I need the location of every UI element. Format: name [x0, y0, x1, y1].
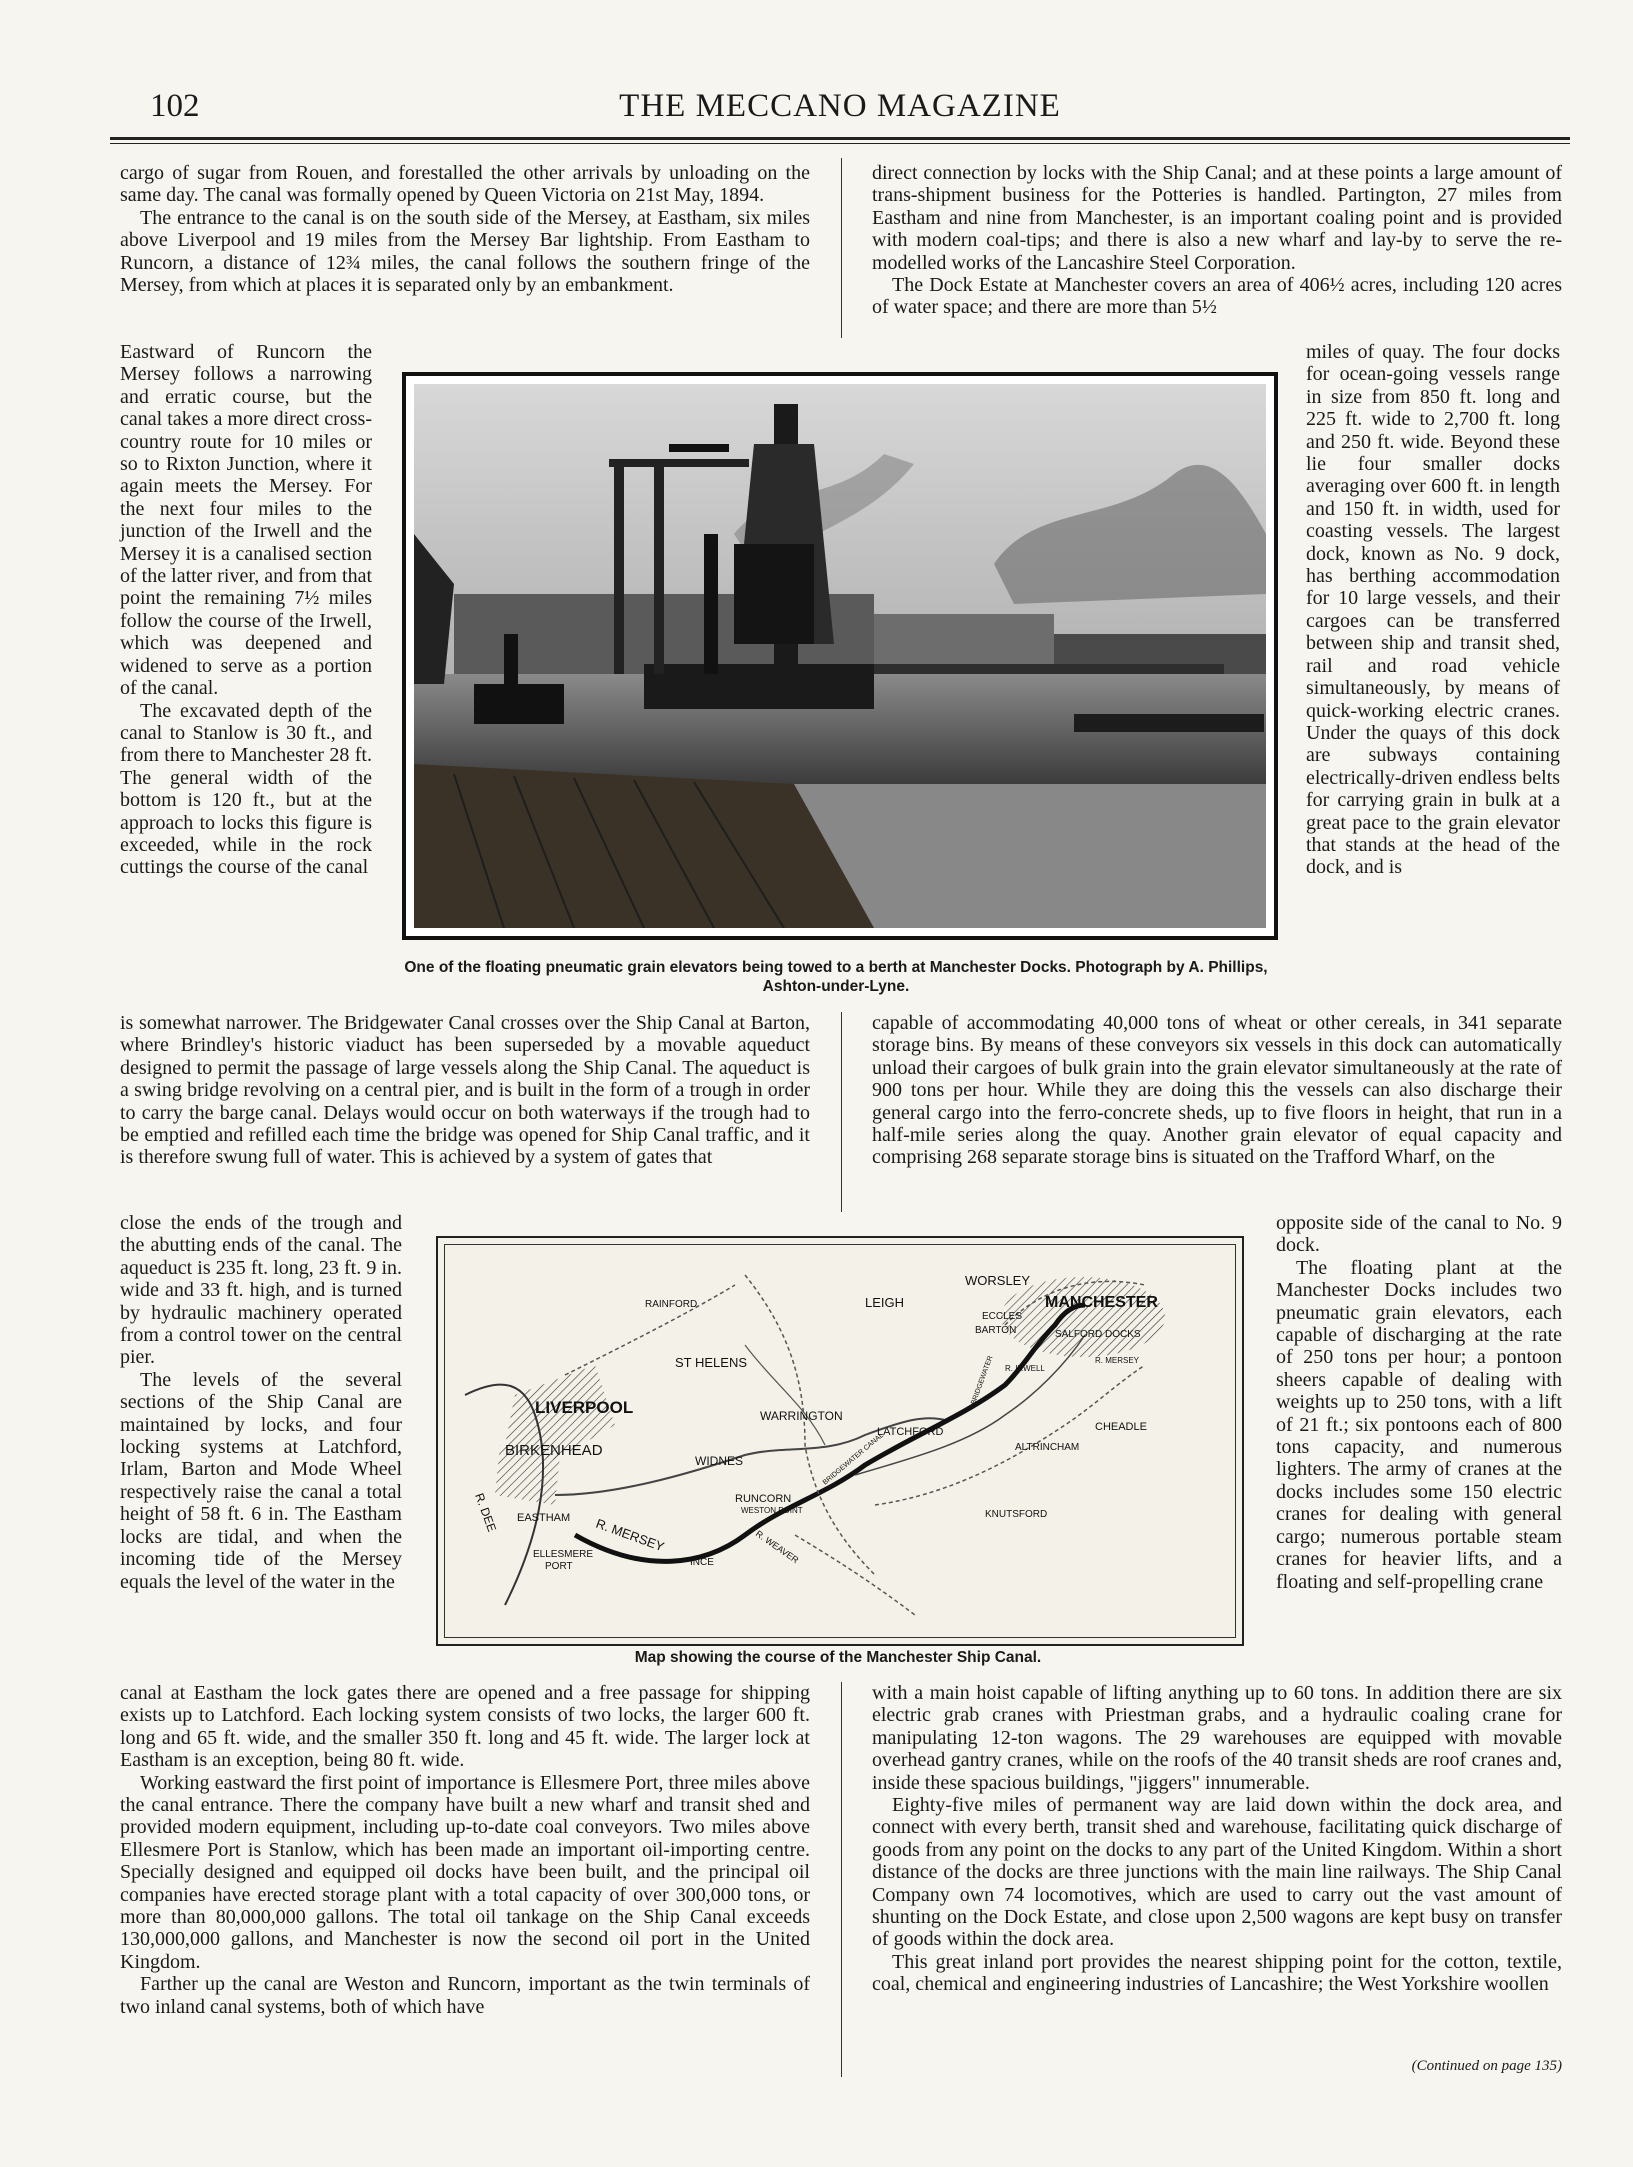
map-label: BRIDGEWATER CANAL [821, 1431, 885, 1487]
map-label: LATCHFORD [877, 1426, 944, 1438]
map-label: BARTON [975, 1325, 1017, 1336]
map-label: WESTON POINT [741, 1506, 803, 1515]
paragraph: Eastward of Runcorn the Mersey follows a narrowing and erratic course, but the canal takes a more direct cross-country route for 10 miles or so to Rixton Junction, where it again meets the Mersey. For the next four miles to the junction of the Irwell and the Mersey it is a canalised section of the latter river, and from that point the remaining 7½ miles follow the course of the Irwell, which was deepened and widened to serve as a portion of the canal. [120, 341, 372, 700]
paragraph: is somewhat narrower. The Bridgewater Canal crosses over the Ship Canal at Barton, where Brindley's historic viaduct has been superseded by a movable aqueduct designed to permit the passage of large vessels along the Ship Canal. The aqueduct is a swing bridge revolving on a central pier, and is built in the form of a trough in order to carry the barge canal. Delays would occur on both waterways if the trough had to be emptied and refilled each time the bridge was opened for Ship Canal traffic, and it is therefore swung full of water. This is achieved by a system of gates that [120, 1012, 810, 1169]
ship-canal-route [575, 1305, 1085, 1561]
column-divider [841, 1012, 842, 1212]
map-caption: Map showing the course of the Manchester Ship Canal. [634, 1649, 1042, 1666]
map-label: SALFORD DOCKS [1055, 1329, 1141, 1340]
map-label: BRIDGEWATER [970, 1355, 995, 1406]
column-divider [841, 1682, 842, 2077]
col1-top-text [120, 162, 810, 296]
map-label: EASTHAM [517, 1512, 571, 1524]
paragraph: The floating plant at the Manchester Docks includes two pneumatic grain elevators, each capable of discharging at the rate of 250 tons per hour; a pontoon sheers capable of dealing with weights up to 250 tons, with a lift of 21 ft.; six pontoons each of 800 tons capacity, and numerous lighters. The army of cranes at the docks includes some 150 electric cranes for dealing with general cargo; numerous portable steam cranes for heavier lifts, and a floating and self-propelling crane [1276, 1256, 1562, 1593]
map-label: CHEADLE [1095, 1421, 1147, 1433]
col1-bottom-text [120, 1682, 810, 2018]
magazine-title: THE MECCANO MAGAZINE [619, 88, 1061, 124]
canal-line [745, 1345, 825, 1445]
ship-canal-map [436, 1236, 1244, 1646]
paragraph: canal at Eastham the lock gates there are opened and a free passage for shipping exists up to Latchford. Each locking system consists of two locks, the larger 600 ft. long and 65 ft. wide, and the smaller 350 ft. long and 45 ft. wide. The larger lock at Eastham is an exception, being 80 ft. wide. [120, 1682, 810, 1772]
col1-mid-text [120, 1012, 810, 1169]
map-label: PORT [545, 1561, 573, 1572]
paragraph: Working eastward the first point of importance is Ellesmere Port, three miles above the canal entrance. There the company have built a new wharf and transit shed and provided modern equipment, including up-to-date coal conveyors. Two miles above Ellesmere Port is Stanlow, which has been made an important oil-importing centre. Specially designed and equipped oil docks have been built, and the principal oil companies have erected storage plant with a total capacity of over 300,000 tons, or more than 80,000,000 gallons. The total oil tankage on the Ship Canal exceeds 130,000,000 gallons, and Manchester is now the second oil port in the United Kingdom. [120, 1771, 810, 1973]
left-narrow-text [120, 341, 372, 879]
header-rule [110, 137, 1570, 140]
col2-mid-text [872, 1012, 1562, 1169]
map-label: LIVERPOOL [535, 1398, 634, 1417]
col2-top-text [872, 162, 1562, 319]
railway [795, 1535, 915, 1615]
map-label: R. WEAVER [753, 1528, 801, 1566]
railway [745, 1275, 875, 1575]
map-label: WARRINGTON [760, 1409, 843, 1423]
map-label: LEIGH [865, 1295, 905, 1310]
paragraph: The excavated depth of the canal to Stanlow is 30 ft., and from there to Manchester 28 ft. The general width of the bottom is 120 ft., but at the approach to locks this figure is exceeded, while in the rock cuttings the course of the canal [120, 699, 372, 879]
continued-note: (Continued on page 135) [1411, 2058, 1562, 2074]
paragraph: The entrance to the canal is on the south side of the Mersey, at Eastham, six miles above Liverpool and 19 miles from the Mersey Bar lightship. From Eastham to Runcorn, a distance of 12¾ miles, the canal follows the southern fringe of the Mersey, from which at places it is separated only by an embankment. [120, 206, 810, 297]
map-label: MANCHESTER [1045, 1294, 1158, 1311]
map-label: ECCLES [982, 1311, 1023, 1322]
paragraph: miles of quay. The four docks for ocean-going vessels range in size from 850 ft. long and 225 ft. wide to 2,700 ft. long and 250 ft. wide. Beyond these lie four smaller docks averaging over 600 ft. in length and 150 ft. in width, used for coasting vessels. The largest dock, known as No. 9 dock, has berthing accommodation for 10 large vessels, and their cargoes can be transferred between ship and transit shed, rail and road vehicle simultaneously, by means of quick-working electric cranes. Under the quays of this dock are subways containing electrically-driven endless belts for carrying grain in bulk at a great pace to the grain elevator that stands at the head of the dock, and is [1306, 341, 1560, 879]
column-divider [841, 158, 842, 338]
paragraph: cargo of sugar from Rouen, and forestalled the other arrivals by unloading on the same day. The canal was formally opened by Queen Victoria on 21st May, 1894. [120, 162, 810, 207]
right-narrow-text [1306, 341, 1560, 879]
map-label: RUNCORN [735, 1493, 792, 1505]
photo-frame [402, 372, 1278, 940]
map-label: INCE [690, 1557, 714, 1568]
map-label: R. MERSEY [1095, 1356, 1140, 1365]
paragraph: with a main hoist capable of lifting anything up to 60 tons. In addition there are six electric grab cranes with Priestman grabs, and a hydraulic coaling crane for manipulating 12-ton wagons. The 29 warehouses are equipped with movable overhead gantry cranes, while on the roofs of the 40 transit sheds are roof cranes and, inside these spacious buildings, "jiggers" innumerable. [872, 1682, 1562, 1794]
paragraph: Eighty-five miles of permanent way are laid down within the dock area, and connect with every berth, transit shed and warehouse, facilitating quick discharge of goods from any point on the docks to any part of the United Kingdom. Within a short distance of the docks are three junctions with the main line railways. The Ship Canal Company own 74 locomotives, which are used to carry out the vast amount of shunting on the Dock Estate, and close upon 2,500 wagons are kept busy on transfer of goods within the dock area. [872, 1794, 1562, 1951]
map-label: RAINFORD [645, 1299, 698, 1310]
map-label: WORSLEY [965, 1273, 1031, 1288]
paragraph: close the ends of the trough and the abutting ends of the canal. The aqueduct is 235 ft. long, 23 ft. 9 in. wide and 33 ft. high, and is turned by hydraulic machinery operated from a control tower on the central pier. [120, 1212, 402, 1369]
map-label: R. IRWELL [1005, 1364, 1045, 1373]
page-number: 102 [150, 88, 200, 124]
map-label: ALTRINCHAM [1015, 1442, 1080, 1453]
left-narrow-text-2 [120, 1212, 402, 1593]
paragraph: The Dock Estate at Manchester covers an area of 406½ acres, including 120 acres of water space; and there are more than 5½ [872, 274, 1562, 319]
map-label: R. DEE [472, 1491, 500, 1534]
page-header [110, 88, 1570, 132]
paragraph: direct connection by locks with the Ship Canal; and at these points a large amount of trans-shipment business for the Potteries is handled. Partington, 27 miles from Eastham and nine from Manchester, is an important coaling point and is provided with modern coal-tips; and there is also a new wharf and lay-by to serve the re-modelled works of the Lancashire Steel Corporation. [872, 162, 1562, 274]
map-label: R. MERSEY [593, 1515, 667, 1555]
photo-caption: One of the floating pneumatic grain elevators being towed to a berth at Manchester Docks. Photograph by A. Phillips, Ashton-under-Lyne. [404, 959, 1268, 995]
grain-elevator-photo [414, 384, 1266, 928]
paragraph: opposite side of the canal to No. 9 dock. [1276, 1212, 1562, 1257]
paragraph: The levels of the several sections of the Ship Canal are maintained by locks, and four locking systems at Latchford, Irlam, Barton and Mode Wheel respectively raise the canal a total height of 58 ft. 6 in. The Eastham locks are tidal, and when the incoming tide of the Mersey equals the level of the water in the [120, 1368, 402, 1593]
paragraph: capable of accommodating 40,000 tons of wheat or other cereals, in 341 separate storage bins. By means of these conveyors six vessels in this dock can automatically unload their cargoes of bulk grain into the grain elevator simultaneously at the rate of 900 tons per hour. While they are doing this the vessels can also discharge their general cargo into the ferro-concrete sheds, up to five floors in height, that run in a half-mile series along the quay. Another grain elevator of equal capacity and comprising 268 separate storage bins is situated on the Trafford Wharf, on the [872, 1012, 1562, 1169]
map-illustration [445, 1245, 1235, 1637]
map-label: BIRKENHEAD [505, 1442, 603, 1459]
photo-illustration [414, 384, 1266, 928]
paragraph: Farther up the canal are Weston and Runcorn, important as the twin terminals of two inland canal systems, both of which have [120, 1973, 810, 2018]
map-label: KNUTSFORD [985, 1509, 1048, 1520]
right-narrow-text-2 [1276, 1212, 1562, 1593]
map-frame [444, 1244, 1236, 1638]
map-label: ELLESMERE [533, 1549, 594, 1560]
paragraph: This great inland port provides the nearest shipping point for the cotton, textile, coal, chemical and engineering industries of Lancashire; the West Yorkshire woollen [872, 1950, 1562, 1996]
col2-bottom-text [872, 1682, 1562, 1996]
header-rule-thin [110, 143, 1570, 144]
manchester-area [1001, 1277, 1165, 1357]
map-label: WIDNES [695, 1454, 743, 1468]
map-label: ST HELENS [675, 1355, 748, 1370]
